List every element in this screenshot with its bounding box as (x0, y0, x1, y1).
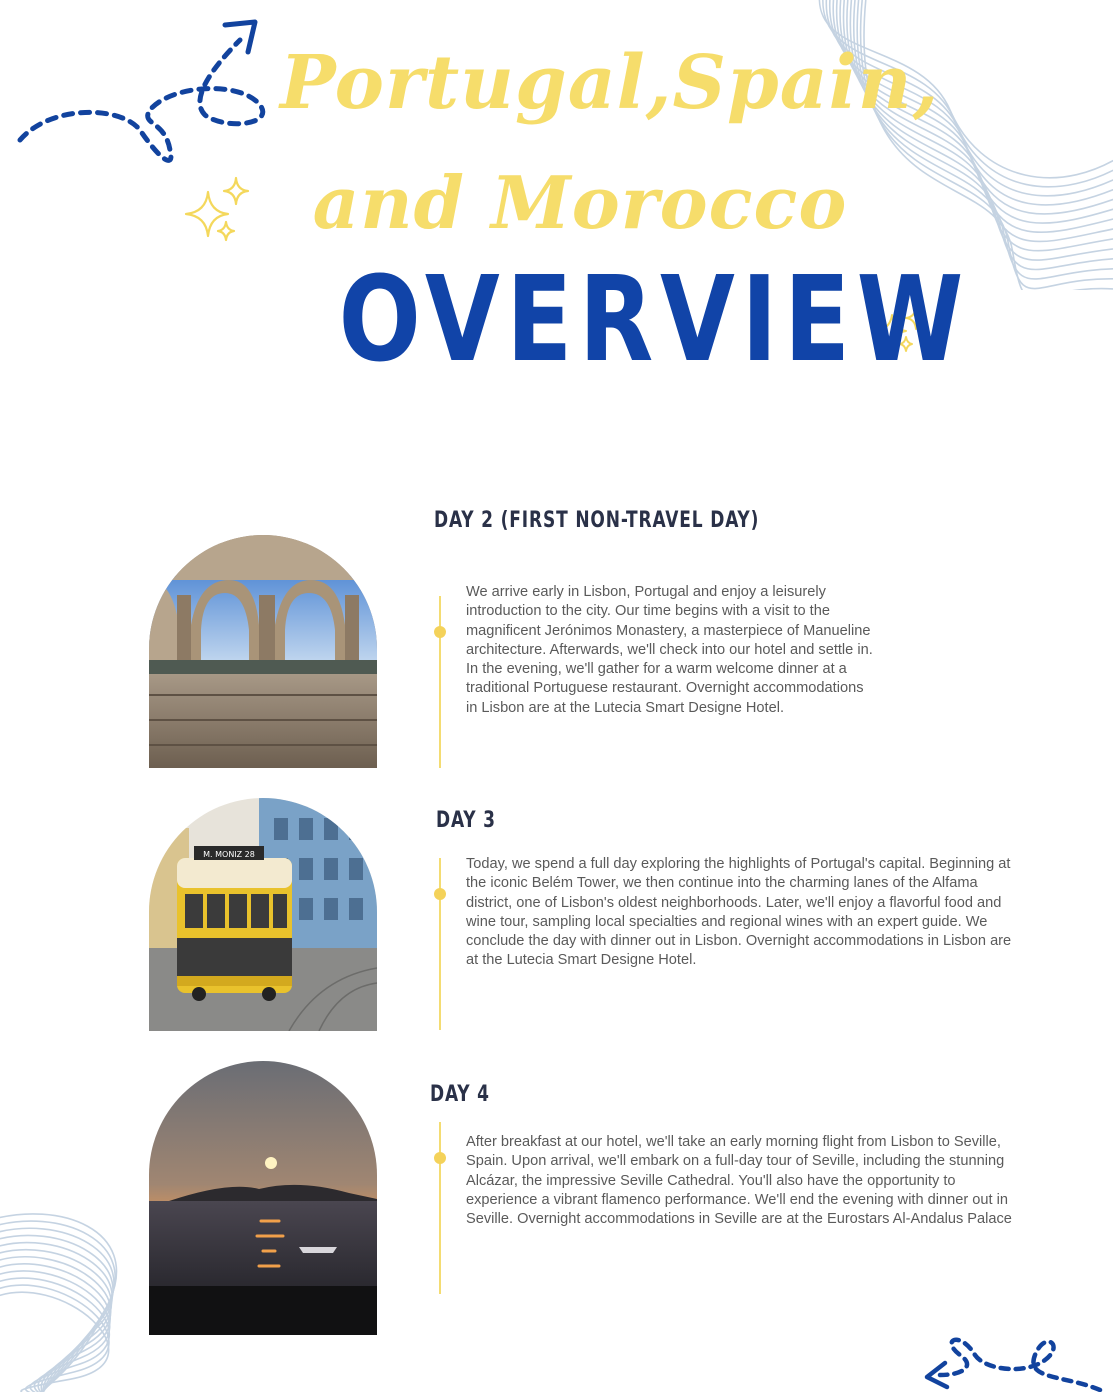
timeline-dot-day3 (434, 888, 446, 900)
tram-sign-text: M. MONIZ 28 (203, 850, 255, 859)
day4-description: After breakfast at our hotel, we'll take an early morning flight from Lisbon to Seville, Spain. Upon arrival, we'll embark on a full-day tour of Seville, including the stunning Alcázar, the impressive Seville Cathedral. You'll also have the opportunity to experience a vibrant flamenco performance. We'll end the evening with dinner out in Seville. Overnight accommodations in Seville are at the Eurostars Al-Andalus Palace (466, 1134, 1012, 1228)
day3-heading: DAY 3 (436, 808, 496, 833)
timeline-line-day2 (439, 596, 441, 768)
day3-description: Today, we spend a full day exploring the highlights of Portugal's capital. Beginning at the iconic Belém Tower, we then continue into the charming lanes of the Alfama district, one of Lisbon's oldest neighborhoods. Later, we'll enjoy a flavorful food and wine tour, sampling local specialties and regional wines with an expert guide. We conclude the day with dinner out in Lisbon. Overnight accommodations in Lisbon are at the Lutecia Smart Designe Hotel. (466, 856, 1012, 969)
script-title-line1: Portugal,Spain, (280, 40, 940, 126)
sparkle-icon-left (180, 172, 260, 252)
page-title: OVERVIEW (338, 250, 970, 388)
lisbon-tram-photo (149, 798, 377, 1031)
arched-courtyard-photo (149, 535, 377, 768)
dashed-arrow-bottom-icon (915, 1315, 1113, 1392)
day2-heading: DAY 2 (FIRST NON-TRAVEL DAY) (434, 508, 760, 533)
timeline-dot-day2 (434, 626, 446, 638)
timeline-line-day3 (439, 858, 441, 1030)
timeline-line-day4 (439, 1122, 441, 1294)
dashed-arrow-icon (10, 10, 280, 180)
sunset-sea-photo (149, 1061, 377, 1335)
day2-description: We arrive early in Lisbon, Portugal and enjoy a leisurely introduction to the city. Our time begins with a visit to the magnificent Jerónimos Monastery, a masterpiece of Manueline architecture. Afterwards, we'll check into our hotel and settle in. In the evening, we'll gather for a warm welcome dinner at a traditional Portuguese restaurant. Overnight accommodations in Lisbon are at the Lutecia Smart Designe Hotel. (466, 584, 873, 716)
script-title-line2: and Morocco (312, 160, 848, 245)
day4-heading: DAY 4 (430, 1082, 490, 1107)
timeline-dot-day4 (434, 1152, 446, 1164)
